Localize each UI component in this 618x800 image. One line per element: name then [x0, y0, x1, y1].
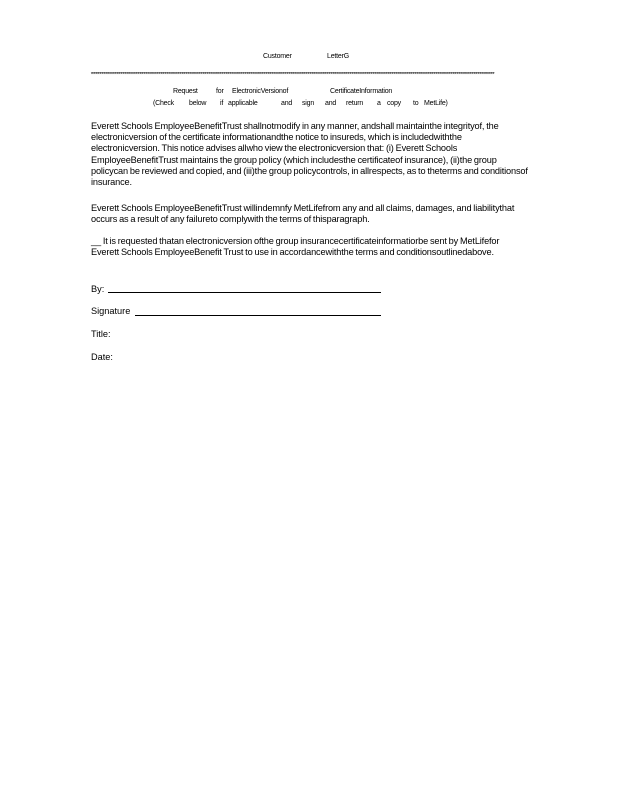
- header-letter: LetterG: [327, 53, 349, 60]
- check-word-1: (Check: [153, 100, 174, 107]
- request-word-4: CertificateInformation: [330, 88, 393, 95]
- signature-label: Signature: [91, 306, 131, 316]
- check-word-7: and: [325, 100, 337, 107]
- date-label: Date:: [91, 352, 113, 362]
- request-word-2: for: [216, 88, 224, 95]
- paragraph-indemnify: Everett Schools EmployeeBenefitTrust willindemnfy MetLifefrom any and all claims, damages, and liabilitythat occurs as a result of any failureto complywith the terms of thisparagraph.: [91, 203, 515, 225]
- signature-line[interactable]: [135, 315, 381, 316]
- by-label: By:: [91, 284, 105, 294]
- check-word-6: sign: [302, 100, 315, 107]
- asterisk-divider: ************************************************************************************************************************************************************************************************: [90, 72, 494, 80]
- paragraph-integrity: Everett Schools EmployeeBenefitTrust shallnotmodify in any manner, andshall maintainthe integrityof, the electronicversion of the certificate informationandthe notice to insureds, which is includedwiththe electronicversion. This notice advises allwho view the electronicversion that: (i) Everett Schools EmployeeBenefitTrust maintains the group policy (which includesthe certificateof insurance), (ii)the group policycan be reviewed and copied, and (iii)the group policycontrols, in allrespects, as to theterms and conditionsof insurance.: [91, 121, 528, 188]
- paragraph-request: __ It is requested thatan electronicversion ofthe group insurancecertificateinformatiorbe sent by MetLifefor Everett Schools EmployeeBenefit Trust to use in accordancewiththe terms and conditionsoutlinedabove.: [91, 236, 500, 258]
- check-word-5: and: [281, 100, 293, 107]
- check-word-11: to: [413, 100, 419, 107]
- header-customer: Customer: [263, 53, 292, 60]
- check-word-9: a: [377, 100, 381, 107]
- check-word-4: applicable: [228, 100, 258, 107]
- request-word-3: ElectronicVersionof: [232, 88, 289, 95]
- request-word-1: Request: [173, 88, 198, 95]
- title-label: Title:: [91, 329, 111, 339]
- check-word-2: below: [189, 100, 207, 107]
- check-word-10: copy: [387, 100, 401, 107]
- by-signature-line[interactable]: [108, 292, 381, 293]
- check-word-8: return: [346, 100, 364, 107]
- check-word-3: if: [220, 100, 224, 107]
- check-word-12: MetLife): [424, 100, 448, 107]
